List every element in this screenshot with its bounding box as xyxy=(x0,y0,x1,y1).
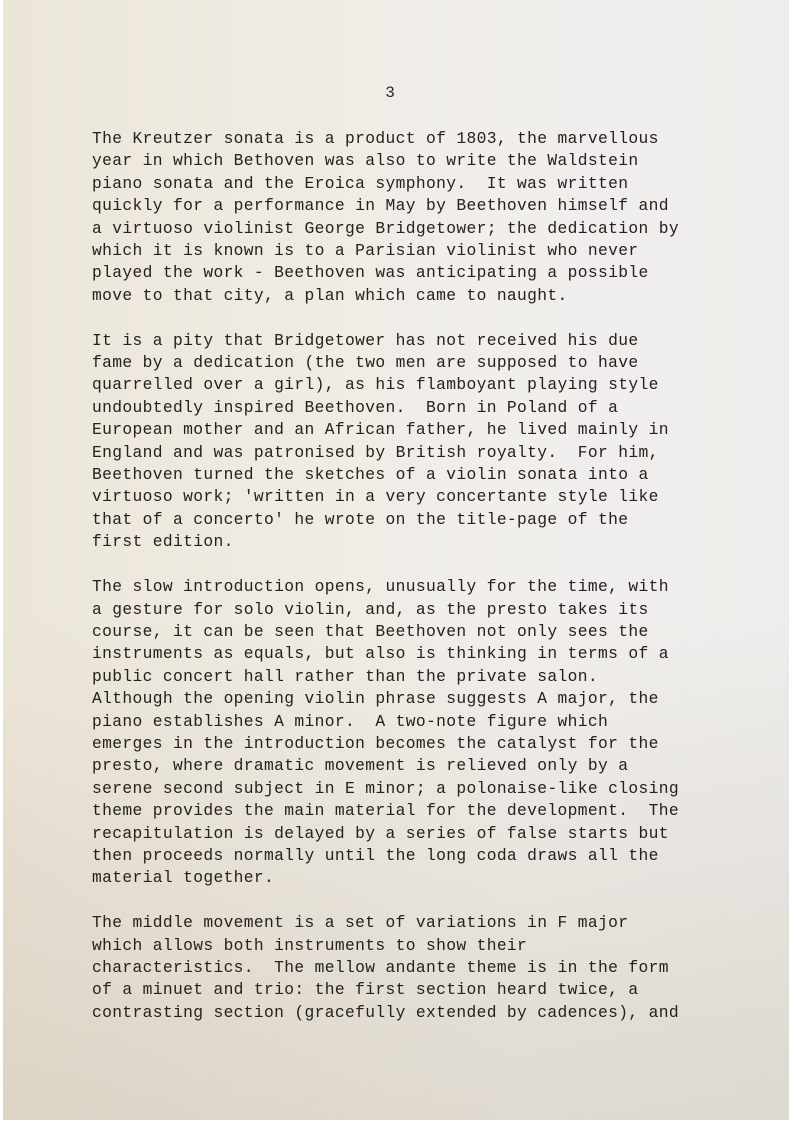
page-number: 3 xyxy=(385,84,395,102)
text-line: which allows both instruments to show their xyxy=(92,935,528,955)
text-line: The middle movement is a set of variations in F major xyxy=(92,913,629,933)
text-line: It is a pity that Bridgetower has not received his due xyxy=(92,330,639,350)
text-line: contrasting section (gracefully extended by cadences), and xyxy=(92,1002,679,1022)
text-line: serene second subject in E minor; a polonaise-like closing xyxy=(92,778,679,798)
paragraph-first-movement xyxy=(92,576,772,890)
text-line: undoubtedly inspired Beethoven. Born in Poland of a xyxy=(92,397,619,417)
text-line: instruments as equals, but also is thinking in terms of a xyxy=(92,644,669,664)
text-line: material together. xyxy=(92,868,275,888)
text-line: course, it can be seen that Beethoven not only sees the xyxy=(92,621,649,641)
text-line: which it is known is to a Parisian violinist who never xyxy=(92,241,639,261)
paragraph-middle-movement xyxy=(92,912,772,1024)
text-line: then proceeds normally until the long coda draws all the xyxy=(92,845,659,865)
text-line: Beethoven turned the sketches of a violin sonata into a xyxy=(92,465,649,485)
text-line: theme provides the main material for the development. The xyxy=(92,801,679,821)
paragraph-kreutzer-origin xyxy=(92,128,772,307)
text-line: characteristics. The mellow andante theme is in the form xyxy=(92,957,669,977)
text-line: move to that city, a plan which came to naught. xyxy=(92,285,568,305)
text-line: of a minuet and trio: the first section heard twice, a xyxy=(92,980,639,1000)
body-text xyxy=(92,128,772,1047)
text-line: quarrelled over a girl), as his flamboyant playing style xyxy=(92,375,659,395)
text-line: emerges in the introduction becomes the catalyst for the xyxy=(92,733,659,753)
text-line: quickly for a performance in May by Beethoven himself and xyxy=(92,196,669,216)
text-line: first edition. xyxy=(92,532,234,552)
text-line: fame by a dedication (the two men are supposed to have xyxy=(92,353,639,373)
document-page xyxy=(3,0,789,1120)
text-line: a virtuoso violinist George Bridgetower; the dedication by xyxy=(92,218,679,238)
text-line: piano establishes A minor. A two-note figure which xyxy=(92,711,609,731)
text-line: European mother and an African father, he lived mainly in xyxy=(92,420,669,440)
text-line: virtuoso work; 'written in a very concertante style like xyxy=(92,487,659,507)
text-line: England and was patronised by British royalty. For him, xyxy=(92,442,659,462)
text-line: that of a concerto' he wrote on the title-page of the xyxy=(92,509,629,529)
text-line: Although the opening violin phrase suggests A major, the xyxy=(92,689,659,709)
text-line: played the work - Beethoven was anticipating a possible xyxy=(92,263,649,283)
paragraph-bridgetower xyxy=(92,330,772,554)
text-line: public concert hall rather than the private salon. xyxy=(92,666,599,686)
text-line: piano sonata and the Eroica symphony. It was written xyxy=(92,173,629,193)
text-line: The slow introduction opens, unusually for the time, with xyxy=(92,577,669,597)
text-line: year in which Bethoven was also to write the Waldstein xyxy=(92,151,639,171)
text-line: recapitulation is delayed by a series of false starts but xyxy=(92,823,669,843)
text-line: a gesture for solo violin, and, as the presto takes its xyxy=(92,599,649,619)
text-line: The Kreutzer sonata is a product of 1803, the marvellous xyxy=(92,129,659,148)
text-line: presto, where dramatic movement is relieved only by a xyxy=(92,756,629,776)
